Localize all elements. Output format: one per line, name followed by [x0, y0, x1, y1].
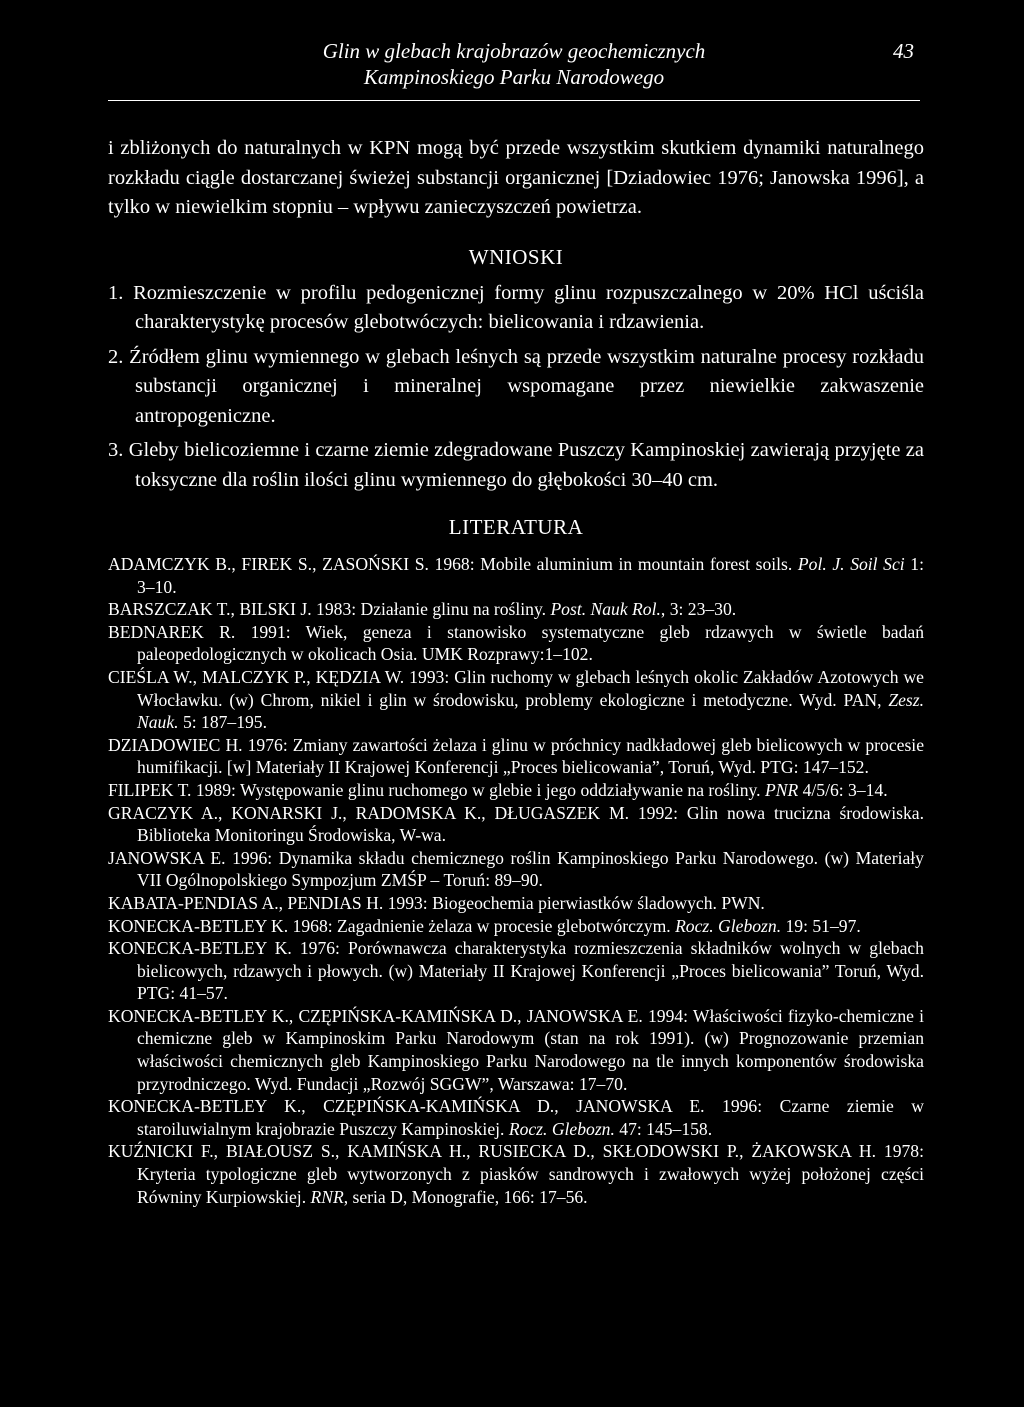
reference-tail: 19: 51–97.	[781, 915, 861, 936]
reference-item	[108, 621, 924, 666]
reference-journal: Rocz. Glebozn.	[508, 1118, 615, 1139]
reference-tail: 47: 145–158.	[614, 1118, 713, 1139]
reference-journal: Pol. J. Soil Sci	[797, 554, 905, 574]
reference-journal: PNR	[764, 779, 799, 800]
reference-text: 1978: Kryteria typologiczne gleb wytworzonych z piasków sandrowych i zwałowych wyżej położonej części Równiny Kurpiowskiej.	[137, 1141, 924, 1207]
reference-author: KONECKA-BETLEY K.	[108, 938, 292, 959]
reference-text: 1983: Działanie glinu na rośliny.	[311, 599, 551, 620]
running-header	[108, 38, 920, 101]
reference-item	[108, 847, 924, 892]
running-title-line-1: Glin w glebach krajobrazów geochemicznych	[322, 39, 706, 63]
reference-item	[108, 1005, 924, 1095]
conclusions-list	[108, 279, 924, 496]
reference-author: FILIPEK T.	[108, 779, 192, 800]
reference-tail: 5: 187–195.	[178, 712, 268, 733]
reference-author: DZIADOWIEC H.	[108, 734, 243, 755]
reference-item	[108, 1140, 924, 1208]
reference-tail: , seria D, Monografie, 166: 17–56.	[343, 1186, 588, 1207]
reference-author: KUŹNICKI F., BIAŁOUSZ S., KAMIŃSKA H., RUSIECKA D., SKŁODOWSKI P., ŻAKOWSKA H.	[108, 1141, 877, 1162]
reference-author: KONECKA-BETLEY K., CZĘPIŃSKA-KAMIŃSKA D., JANOWSKA E.	[108, 1005, 643, 1026]
intro-paragraph: i zbliżonych do naturalnych w KPN mogą być przede wszystkim skutkiem dynamiki naturalnego rozkładu ciągle dostarczanej świeżej substancji organicznej [Dziadowiec 1976; Janowska 1996], a tylko w niewielkim stopniu – wpływu zanieczyszczeń powietrza.	[108, 137, 924, 218]
reference-item	[108, 598, 924, 621]
reference-item	[108, 937, 924, 1005]
running-title-line-2: Kampinoskiego Parku Narodowego	[363, 65, 665, 89]
reference-text: 1976: Zmiany zawartości żelaza i glinu w próchnicy nadkładowej gleb bielicowych w procesie humifikacji. [w] Materiały II Krajowej Konferencji „Proces bielicowania”, Toruń, Wyd. PTG: 147–152.	[137, 734, 924, 778]
reference-text: 1968: Zagadnienie żelaza w procesie glebotwórczym.	[288, 915, 676, 936]
reference-author: BARSZCZAK T., BILSKI J.	[108, 599, 312, 620]
reference-text: 1996: Czarne ziemie w staroiluwialnym krajobrazie Puszczy Kampinoskiej.	[137, 1096, 924, 1139]
reference-author: ADAMCZYK B., FIREK S., ZASOŃSKI S.	[108, 554, 429, 574]
reference-tail: 1: 3–10.	[137, 554, 924, 597]
reference-text: 1994: Właściwości fizyko-chemiczne i chemiczne gleb w Kampinoskim Parku Narodowym (stan na rok 1991). (w) Prognozowanie przemian właściwości chemicznych gleb Kampinoskiego Parku Narodowego na tle innych komponentów środowiska przyrodniczego. Wyd. Fundacji „Rozwój SGGW”, Warszawa: 17–70.	[137, 1005, 924, 1094]
reference-item	[108, 915, 924, 938]
conclusion-item: 1. Rozmieszczenie w profilu pedogenicznej formy glinu rozpuszczalnego w 20% HCl uściśla charakterystykę procesów glebotwóczych: bielicowania i rdzawienia.	[108, 281, 924, 333]
references-heading: LITERATURA	[448, 515, 584, 539]
reference-author: KONECKA-BETLEY K., CZĘPIŃSKA-KAMIŃSKA D., JANOWSKA E.	[108, 1096, 705, 1117]
reference-text: 1992: Glin nowa trucizna środowiska. Biblioteka Monitoringu Środowiska, W-wa.	[137, 802, 925, 846]
conclusion-item: 3. Gleby bielicoziemne i czarne ziemie zdegradowane Puszczy Kampinoskiej zawierają przyjęte za toksyczne dla roślin ilości glinu wymiennego do głębokości 30–40 cm.	[108, 439, 924, 491]
reference-text: 1976: Porównawcza charakterystyka rozmieszczenia składników wolnych w glebach bielicowych, rdzawych i płowych. (w) Materiały II Krajowej Konferencji „Proces bielicowania” Toruń, Wyd. PTG: 41–57.	[137, 938, 924, 1004]
reference-author: KONECKA-BETLEY K.	[108, 915, 289, 936]
reference-journal: Rocz. Glebozn.	[675, 915, 782, 936]
reference-tail: 4/5/6: 3–14.	[798, 779, 888, 800]
conclusion-item: 2. Źródłem glinu wymiennego w glebach leśnych są przede wszystkim naturalne procesy rozkładu substancji organicznej i mineralnej wspomagane przez niewielkie zakwaszenie antropogeniczne.	[108, 345, 924, 427]
reference-item	[108, 802, 924, 847]
page-number: 43	[893, 39, 914, 63]
reference-author: CIEŚLA W., MALCZYK P., KĘDZIA W.	[108, 666, 405, 687]
reference-text: 1993: Glin ruchomy w glebach leśnych okolic Zakładów Azotowych we Włocławku. (w) Chrom, nikiel i glin w środowisku, problemy ekologiczne i metodyczne. Wyd. PAN,	[137, 666, 924, 710]
running-title	[108, 38, 920, 90]
reference-journal: RNR	[310, 1186, 344, 1207]
reference-item	[108, 779, 924, 802]
reference-tail: , 3: 23–30.	[660, 599, 737, 620]
reference-item	[108, 1095, 924, 1140]
page-body	[108, 134, 924, 1208]
reference-item	[108, 666, 924, 734]
reference-item	[108, 734, 924, 779]
reference-author: BEDNAREK R.	[108, 621, 236, 642]
reference-list	[108, 553, 924, 1208]
reference-journal: Zesz. Nauk.	[137, 689, 924, 733]
reference-journal: Post. Nauk Rol.	[550, 599, 661, 620]
reference-text: 1989: Występowanie glinu ruchomego w glebie i jego oddziaływanie na rośliny.	[191, 779, 765, 800]
reference-text: 1991: Wiek, geneza i stanowisko systematyczne gleb rdzawych w świetle badań paleopedologicznych w okolicach Osia. UMK Rozprawy:1–102.	[137, 621, 924, 665]
reference-author: GRACZYK A., KONARSKI J., RADOMSKA K., DŁUGASZEK M.	[108, 802, 630, 823]
reference-text: 1993: Biogeochemia pierwiastków śladowych. PWN.	[383, 892, 765, 913]
reference-item	[108, 553, 924, 598]
reference-text: 1996: Dynamika składu chemicznego roślin Kampinoskiego Parku Narodowego. (w) Materiały VII Ogólnopolskiego Sympozjum ZMŚP – Toruń: 89–90.	[137, 847, 924, 891]
conclusions-heading: WNIOSKI	[468, 244, 564, 269]
reference-author: JANOWSKA E.	[108, 847, 226, 868]
reference-text: 1968: Mobile aluminium in mountain forest soils.	[428, 554, 798, 574]
reference-author: KABATA-PENDIAS A., PENDIAS H.	[108, 892, 384, 913]
reference-item	[108, 892, 924, 915]
